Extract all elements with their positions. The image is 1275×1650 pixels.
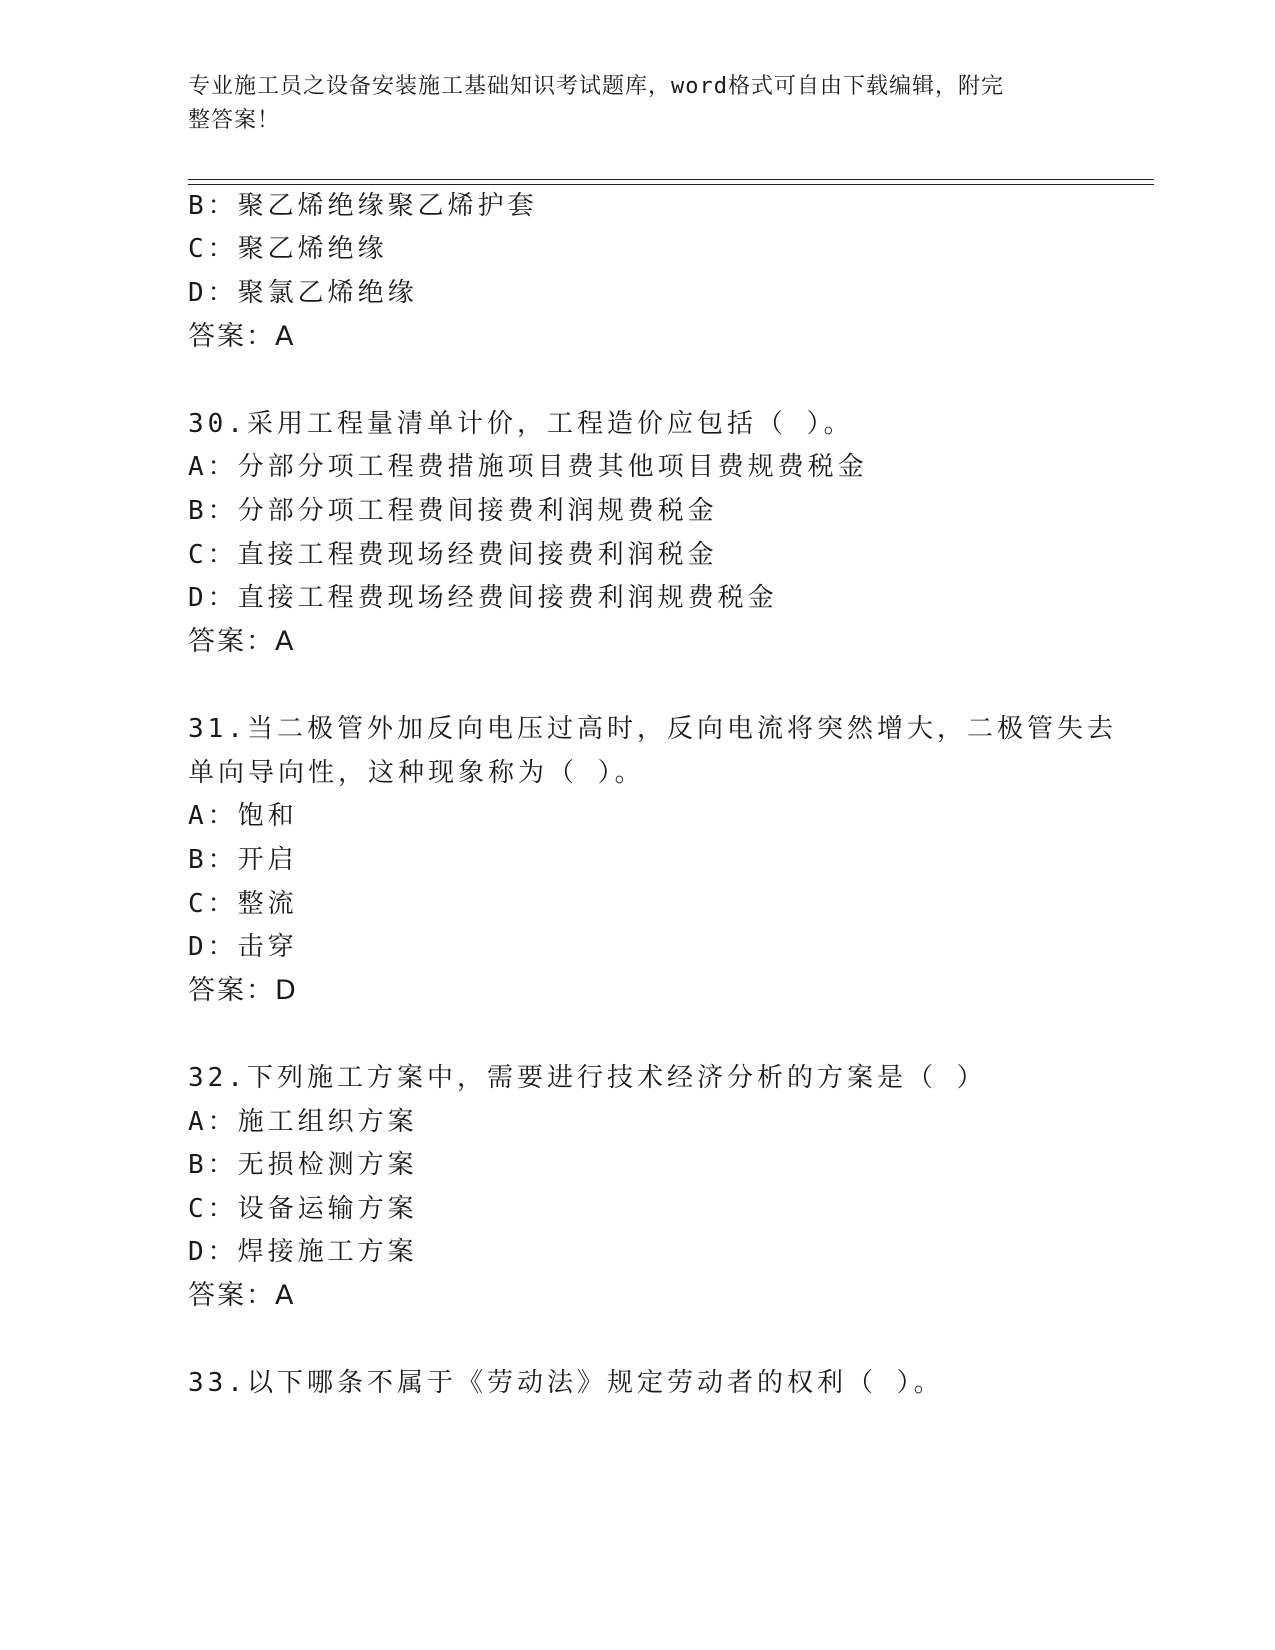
q31-option-c: C：整流 xyxy=(188,889,298,919)
q30-option-c: C：直接工程费现场经费间接费利润税金 xyxy=(188,540,718,570)
q32-option-d: D：焊接施工方案 xyxy=(188,1237,418,1267)
q31-option-a: A：饱和 xyxy=(188,801,298,831)
header-line-2: 整答案！ xyxy=(188,108,281,133)
q31-stem-line-2: 单向导向性，这种现象称为（ ）。 xyxy=(188,758,645,788)
q30-option-a: A：分部分项工程费措施项目费其他项目费规费税金 xyxy=(188,452,868,482)
header-line-1: 专业施工员之设备安装施工基础知识考试题库，word格式可自由下载编辑，附完 xyxy=(188,74,1004,99)
q32-option-c: C：设备运输方案 xyxy=(188,1194,418,1224)
q32-answer: 答案：A xyxy=(188,1280,296,1311)
document-header xyxy=(188,70,1088,138)
q31-option-b: B：开启 xyxy=(188,845,298,875)
q31-option-d: D：击穿 xyxy=(188,932,298,962)
q33-stem: 33.以下哪条不属于《劳动法》规定劳动者的权利（ ）。 xyxy=(188,1368,944,1398)
q29-option-b: B：聚乙烯绝缘聚乙烯护套 xyxy=(188,191,538,221)
q31-answer: 答案：D xyxy=(188,975,298,1006)
q31-stem-line-1: 31.当二极管外加反向电压过高时，反向电流将突然增大，二极管失去 xyxy=(188,714,1117,744)
header-divider-bottom xyxy=(188,184,1154,185)
q29-answer: 答案：A xyxy=(188,321,296,352)
q30-option-b: B：分部分项工程费间接费利润规费税金 xyxy=(188,496,718,526)
q30-option-d: D：直接工程费现场经费间接费利润规费税金 xyxy=(188,583,778,613)
q32-stem: 32.下列施工方案中，需要进行技术经济分析的方案是（ ） xyxy=(188,1063,987,1093)
q29-option-d: D：聚氯乙烯绝缘 xyxy=(188,278,418,308)
q30-stem: 30.采用工程量清单计价，工程造价应包括（ ）。 xyxy=(188,409,854,439)
q32-option-a: A：施工组织方案 xyxy=(188,1107,418,1137)
q30-answer: 答案：A xyxy=(188,626,296,657)
header-divider-top xyxy=(188,179,1154,180)
q29-option-c: C：聚乙烯绝缘 xyxy=(188,234,388,264)
q32-option-b: B：无损检测方案 xyxy=(188,1150,418,1180)
